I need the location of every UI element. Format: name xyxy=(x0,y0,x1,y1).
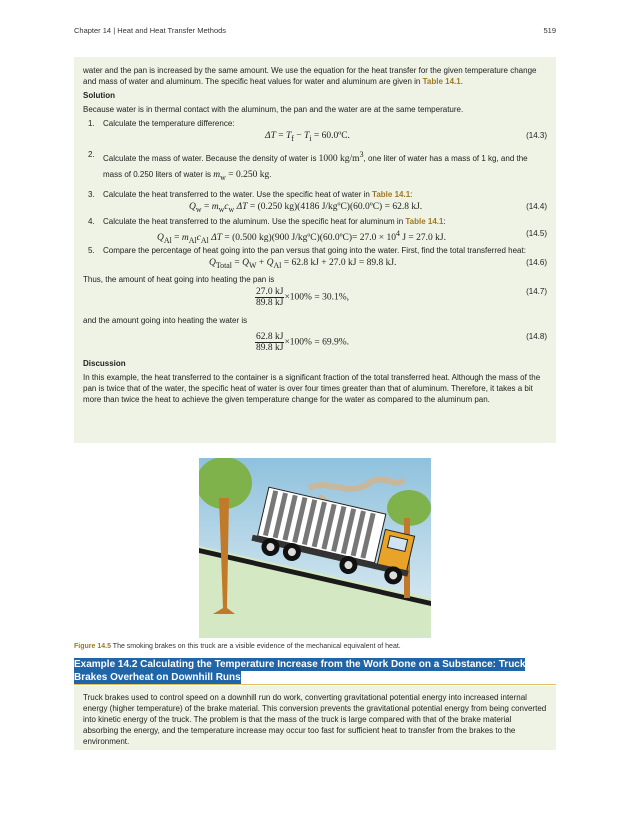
example-title: Example 14.2 Calculating the Temperature Increase from the Work Done on a Substance: Truck Brakes Overheat on Downhill Runs xyxy=(74,659,526,683)
step-4: 4. Calculate the heat transferred to the aluminum. Use the specific heat for aluminum in Table 14.1: xyxy=(88,217,446,227)
equation-14-5: $Q_{Al} = m_{Al}c_{Al}$ ΔT = (0.500 kg)(900 J/kgºC)(60.0ºC)= $27.0 \times 10^4$ J = 27.0 kJ. (14.5) xyxy=(157,229,547,246)
intro-paragraph: water and the pan is increased by the same amount. We use the equation for the heat transfer for the given temperature change and mass of water and aluminum. The specific heat values for water and aluminum are given in Table 14.1. xyxy=(83,66,537,86)
solution-text: Because water is in thermal contact with the aluminum, the pan and the water are at the same temperature. xyxy=(83,105,464,114)
water-text: and the amount going into heating the water is xyxy=(83,316,248,326)
equation-14-8: $\frac{62.8 kJ}{89.8 kJ}$ ×100% = 69.9%. (14.8) xyxy=(256,332,547,354)
solution-heading: Solution xyxy=(83,91,115,100)
equation-14-6: $Q_{Total} = Q_W + Q_{Al} = 62.8$ kJ + 27.0 kJ = 89.8 kJ. (14.6) xyxy=(209,258,547,270)
discussion-text: In this example, the heat transferred to the container is a significant fraction of the total transferred heat. Although the mass of the pan is twice that of the water, the specific heat of water is over four times greater than that of aluminum. Therefore, it takes a bit more than twice the heat to achieve the given temperature change for the water as compared to the aluminum pan. xyxy=(83,373,541,405)
step-5: 5. Compare the percentage of heat going into the pan versus that going into the water. First, find the total transferred heat: xyxy=(88,246,526,256)
figure-caption: Figure 14.5 The smoking brakes on this truck are a visible evidence of the mechanical equivalent of heat. xyxy=(74,643,401,650)
chapter-title: Chapter 14 | Heat and Heat Transfer Methods xyxy=(74,26,227,35)
pan-text: Thus, the amount of heat going into heating the pan is xyxy=(83,275,275,285)
step-2: 2. Calculate the mass of water. Because the density of water is 1000 $kg/m^3$, one liter of water has a mass of 1 kg, and the mass of 0.250 liters of water is $m_w = 0.250$ kg. xyxy=(88,150,528,183)
example-body-box xyxy=(74,57,556,443)
example-intro-text: Truck brakes used to control speed on a downhill run do work, converting gravitational potential energy into increased internal energy (higher temperature) of the brake material. This conversion prevents the gravitational potential energy from being converted into kinetic energy of the truck. The problem is that the mass of the truck is large compared with that of the brake material absorbing the energy, and the temperature increase may occur too fast for sufficient heat to transfer from the brakes to the environment. xyxy=(83,693,547,746)
page-header xyxy=(74,26,556,35)
step-3: 3. Calculate the heat transferred to the water. Use the specific heat of water in Table 14.1: xyxy=(88,190,413,200)
example-title-rule xyxy=(74,684,556,685)
step-1: 1. Calculate the temperature difference: xyxy=(88,119,235,128)
equation-14-7: $\frac{27.0 kJ}{89.8 kJ}$ ×100% = 30.1%, (14.7) xyxy=(256,287,547,309)
equation-14-4: $Q_w = m_wc_w$ ΔT = (0.250 kg)(4186 J/kgºC)(60.0ºC) = 62.8 kJ. (14.4) xyxy=(189,202,547,214)
discussion-heading: Discussion xyxy=(83,359,126,369)
page-number: 519 xyxy=(543,26,556,35)
example-intro-box xyxy=(74,686,556,750)
truck-illustration xyxy=(199,458,431,638)
table-link[interactable]: Table 14.1 xyxy=(422,77,461,86)
equation-14-3: $\Delta T = T_f - T_i$ = 60.0ºC. (14.3) xyxy=(265,131,547,143)
